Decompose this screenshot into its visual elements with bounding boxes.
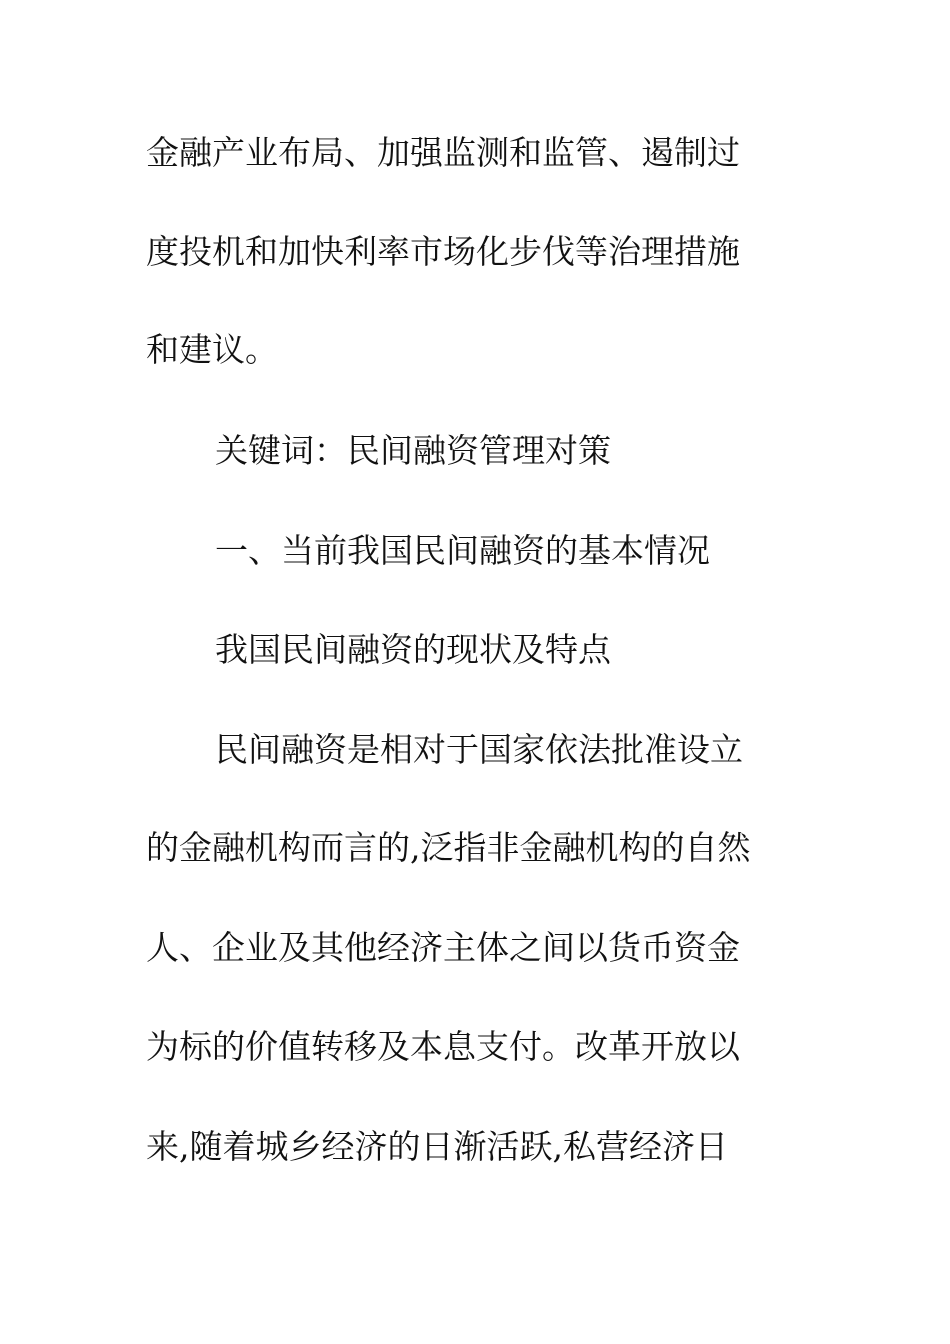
paragraph-line: 来,随着城乡经济的日渐活跃,私营经济日 [146,1127,728,1166]
paragraph-line: 为标的价值转移及本息支付。改革开放以 [146,1027,740,1066]
paragraph-line: 民间融资是相对于国家依法批准设立 [215,730,743,769]
paragraph-line: 和建议。 [146,330,278,369]
paragraph-line: 人、企业及其他经济主体之间以货币资金 [146,928,740,967]
section-heading: 一、当前我国民间融资的基本情况 [215,531,710,570]
paragraph-line: 的金融机构而言的,泛指非金融机构的自然 [146,828,751,867]
keywords-line: 关键词：民间融资管理对策 [215,431,611,470]
subsection-heading: 我国民间融资的现状及特点 [215,630,611,669]
paragraph-line: 金融产业布局、加强监测和监管、遏制过 [146,133,740,172]
paragraph-line: 度投机和加快利率市场化步伐等治理措施 [146,232,740,271]
